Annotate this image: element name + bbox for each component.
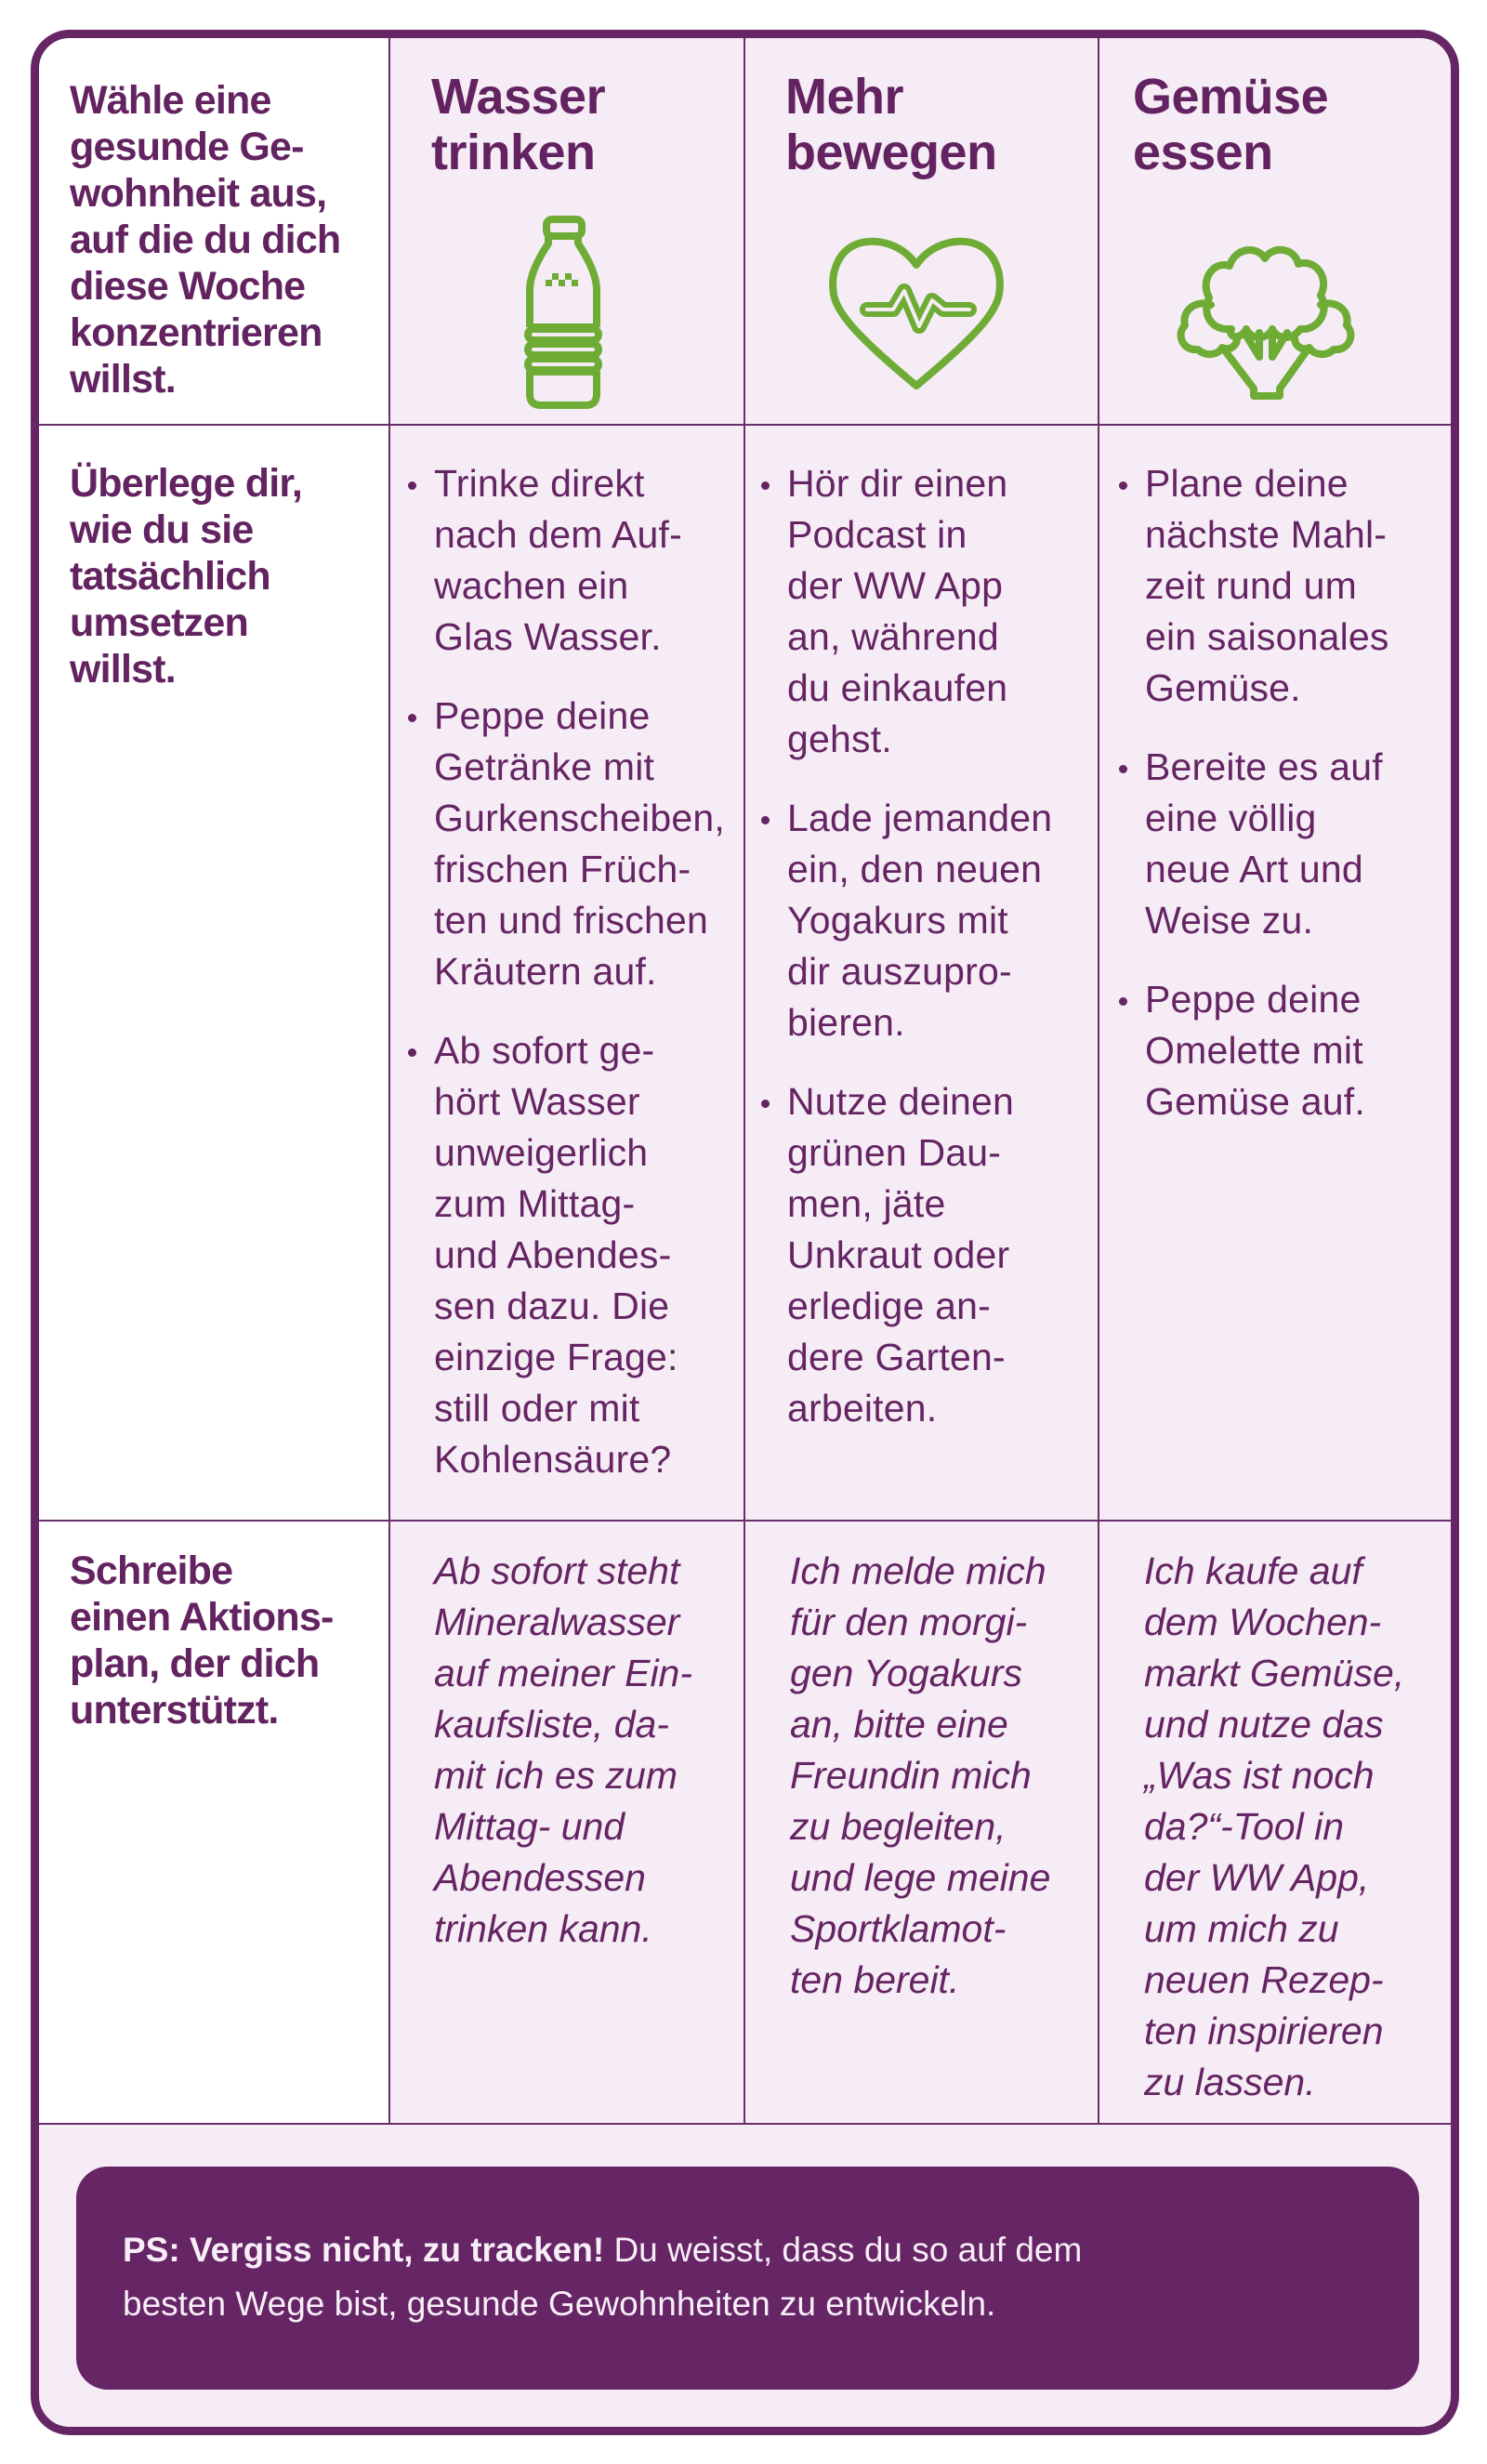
ps-line-1 xyxy=(123,2223,1082,2277)
row-divider xyxy=(39,424,1451,426)
tip-line: Unkraut oder xyxy=(787,1233,1010,1276)
ps-reminder-box xyxy=(76,2167,1419,2390)
action-plan-line: zu lassen. xyxy=(1144,2061,1316,2103)
tip-line: bieren. xyxy=(787,1001,905,1044)
label-line: plan, der dich xyxy=(70,1641,320,1686)
action-plan-line: ten inspirieren xyxy=(1144,2009,1384,2052)
tip-line: dere Garten- xyxy=(787,1336,1006,1378)
choose-habit-label xyxy=(70,77,340,402)
action-plan-line: gen Yogakurs xyxy=(790,1652,1023,1694)
action-plan-line: da?“-Tool in xyxy=(1144,1805,1345,1848)
tip-line: zum Mittag- xyxy=(434,1182,636,1225)
action-plan-line: und lege meine xyxy=(790,1856,1051,1899)
bullet-icon xyxy=(761,1100,770,1108)
action-plan-line: Mittag- und xyxy=(434,1805,625,1848)
label-line: wohnheit aus, xyxy=(70,171,327,216)
action-plan-vegetables xyxy=(1144,1546,1404,2108)
label-line: konzentrieren xyxy=(70,310,322,355)
action-plan-line: markt Gemüse, xyxy=(1144,1652,1405,1694)
tip-line: Podcast in xyxy=(787,513,967,556)
implementation-label xyxy=(70,460,302,692)
title-line: Wasser xyxy=(431,69,606,125)
column-divider xyxy=(388,38,390,2124)
bullet-icon xyxy=(408,714,416,722)
tip-line: gehst. xyxy=(787,718,892,760)
tip-item xyxy=(1119,974,1389,1127)
action-plan-line: „Was ist noch xyxy=(1144,1754,1375,1797)
tip-line: Lade jemanden xyxy=(787,797,1053,839)
label-line: umsetzen xyxy=(70,600,248,645)
action-plan-exercise xyxy=(790,1546,1050,2006)
tip-line: unweigerlich xyxy=(434,1131,649,1174)
bullet-icon xyxy=(1119,997,1127,1006)
bullet-icon xyxy=(761,481,770,490)
tip-line: Kräutern auf. xyxy=(434,950,657,993)
action-plan-line: an, bitte eine xyxy=(790,1703,1008,1746)
action-plan-line: Mineralwasser xyxy=(434,1601,680,1643)
broccoli-icon xyxy=(1176,240,1356,402)
ps-bold: PS: Vergiss nicht, zu tracken! xyxy=(123,2231,605,2269)
action-plan-line: Ich melde mich xyxy=(790,1549,1046,1592)
tip-line: einzige Frage: xyxy=(434,1336,678,1378)
action-plan-line: ten bereit. xyxy=(790,1958,960,2001)
tip-item xyxy=(408,691,725,997)
tip-line: an, während xyxy=(787,615,999,658)
action-plan-water xyxy=(434,1546,692,1955)
tip-line: Kohlensäure? xyxy=(434,1438,672,1481)
label-line: wie du sie xyxy=(70,507,254,552)
label-line: gesunde Ge- xyxy=(70,125,304,169)
label-line: Wähle eine xyxy=(70,78,271,123)
label-line: unterstützt. xyxy=(70,1688,279,1733)
tip-item xyxy=(761,793,1052,1048)
title-line: Mehr xyxy=(785,69,904,125)
action-plan-line: Sportklamot- xyxy=(790,1907,1007,1950)
tips-list-exercise xyxy=(761,458,1052,1462)
action-plan-line: mit ich es zum xyxy=(434,1754,678,1797)
column-divider xyxy=(744,38,745,2124)
tip-line: Peppe deine xyxy=(434,694,651,737)
action-plan-line: Abendessen xyxy=(434,1856,646,1899)
tip-line: der WW App xyxy=(787,564,1004,607)
tip-line: Gurkenscheiben, xyxy=(434,797,725,839)
tip-line: nach dem Auf- xyxy=(434,513,682,556)
tip-line: Weise zu. xyxy=(1145,899,1314,942)
action-plan-line: für den morgi- xyxy=(790,1601,1028,1643)
bullet-icon xyxy=(761,816,770,824)
tip-line: erledige an- xyxy=(787,1285,991,1327)
action-plan-line: und nutze das xyxy=(1144,1703,1384,1746)
label-line: einen Aktions- xyxy=(70,1595,334,1640)
tip-line: Hör dir einen xyxy=(787,462,1008,505)
tip-item xyxy=(1119,458,1389,714)
tip-item xyxy=(408,458,725,663)
tip-line: wachen ein xyxy=(434,564,629,607)
tip-line: frischen Früch- xyxy=(434,848,691,890)
tip-line: Omelette mit xyxy=(1145,1029,1363,1072)
tip-line: still oder mit xyxy=(434,1387,640,1430)
tip-line: men, jäte xyxy=(787,1182,946,1225)
ps-line-1-rest: Du weisst, dass du so auf dem xyxy=(604,2231,1083,2269)
action-plan-line: um mich zu xyxy=(1144,1907,1339,1950)
tip-line: Glas Wasser. xyxy=(434,615,662,658)
tip-line: Yogakurs mit xyxy=(787,899,1008,942)
action-plan-line: trinken kann. xyxy=(434,1907,652,1950)
tip-line: Plane deine xyxy=(1145,462,1349,505)
label-line: auf die du dich xyxy=(70,217,341,262)
tip-line: ein saisonales xyxy=(1145,615,1389,658)
tip-line: Gemüse. xyxy=(1145,666,1301,709)
tip-line: dir auszupro- xyxy=(787,950,1012,993)
action-plan-label xyxy=(70,1548,333,1733)
tip-line: Gemüse auf. xyxy=(1145,1080,1365,1123)
label-line: tatsächlich xyxy=(70,554,270,599)
tips-list-water xyxy=(408,458,725,1513)
tip-line: neue Art und xyxy=(1145,848,1363,890)
action-plan-line: dem Wochen- xyxy=(1144,1601,1382,1643)
tip-line: arbeiten. xyxy=(787,1387,938,1430)
title-line: essen xyxy=(1133,125,1273,180)
heartbeat-icon xyxy=(828,237,1005,391)
habit-title-water xyxy=(431,69,605,180)
tip-item xyxy=(1119,742,1389,946)
action-plan-line: Freundin mich xyxy=(790,1754,1032,1797)
ps-line-2: besten Wege bist, gesunde Gewohnheiten zu entwickeln. xyxy=(123,2285,996,2323)
tip-line: grünen Dau- xyxy=(787,1131,1002,1174)
action-plan-line: zu begleiten, xyxy=(790,1805,1007,1848)
tip-item xyxy=(761,458,1052,765)
title-line: trinken xyxy=(431,125,596,180)
label-line: Überlege dir, xyxy=(70,461,303,506)
bullet-icon xyxy=(1119,765,1127,773)
habit-title-exercise xyxy=(785,69,997,180)
tip-line: Ab sofort ge- xyxy=(434,1029,655,1072)
label-line: willst. xyxy=(70,647,176,692)
action-plan-line: Ich kaufe auf xyxy=(1144,1549,1362,1592)
label-line: Schreibe xyxy=(70,1548,233,1593)
column-divider xyxy=(1098,38,1099,2124)
tips-list-vegetables xyxy=(1119,458,1389,1155)
row-divider xyxy=(39,2123,1451,2125)
habit-planner-card xyxy=(31,30,1459,2435)
tip-line: eine völlig xyxy=(1145,797,1317,839)
tip-line: sen dazu. Die xyxy=(434,1285,670,1327)
tip-line: nächste Mahl- xyxy=(1145,513,1388,556)
tip-line: du einkaufen xyxy=(787,666,1008,709)
water-bottle-icon xyxy=(520,214,606,411)
action-plan-line: neuen Rezep- xyxy=(1144,1958,1384,2001)
habit-title-vegetables xyxy=(1133,69,1328,180)
ps-reminder-text xyxy=(123,2223,1082,2331)
tip-line: Getränke mit xyxy=(434,745,655,788)
tip-line: Peppe deine xyxy=(1145,978,1362,1021)
bullet-icon xyxy=(408,1048,416,1057)
title-line: bewegen xyxy=(785,125,997,180)
tip-line: hört Wasser xyxy=(434,1080,640,1123)
tip-line: Bereite es auf xyxy=(1145,745,1383,788)
tip-line: ten und frischen xyxy=(434,899,708,942)
title-line: Gemüse xyxy=(1133,69,1329,125)
tip-line: ein, den neuen xyxy=(787,848,1043,890)
action-plan-line: der WW App, xyxy=(1144,1856,1370,1899)
label-line: diese Woche xyxy=(70,264,306,309)
tip-line: Trinke direkt xyxy=(434,462,645,505)
label-line: willst. xyxy=(70,357,176,402)
tip-item xyxy=(408,1025,725,1485)
tip-item xyxy=(761,1076,1052,1434)
tip-line: Nutze deinen xyxy=(787,1080,1015,1123)
bullet-icon xyxy=(1119,481,1127,490)
action-plan-line: auf meiner Ein- xyxy=(434,1652,693,1694)
row-divider xyxy=(39,1520,1451,1522)
tip-line: und Abendes- xyxy=(434,1233,672,1276)
action-plan-line: Ab sofort steht xyxy=(434,1549,680,1592)
action-plan-line: kaufsliste, da- xyxy=(434,1703,669,1746)
bullet-icon xyxy=(408,481,416,490)
tip-line: zeit rund um xyxy=(1145,564,1358,607)
